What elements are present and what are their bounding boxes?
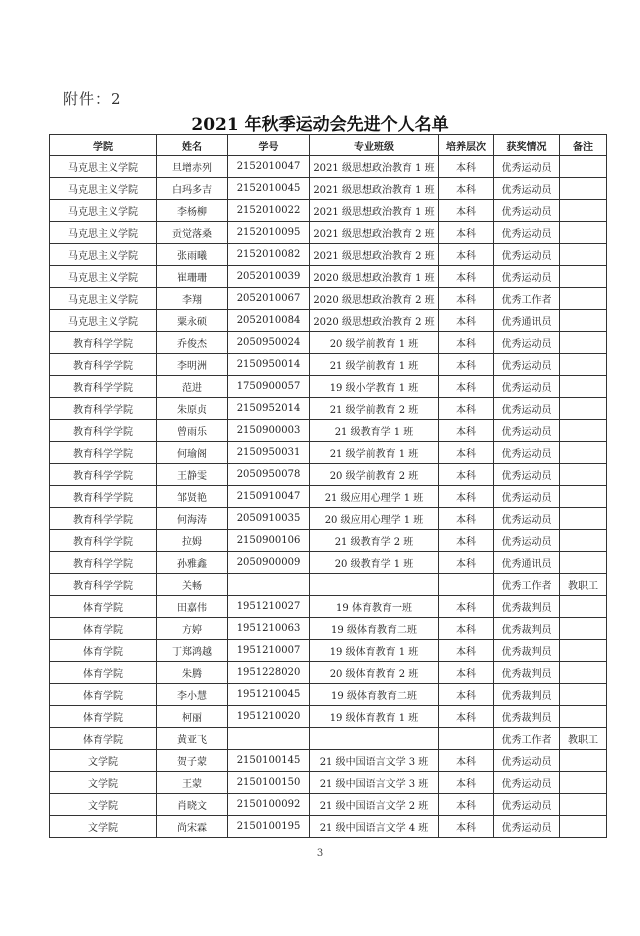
- student-id-cell: 2050900009: [228, 552, 310, 574]
- name-cell: 黄亚飞: [157, 728, 228, 750]
- column-header: 培养层次: [439, 135, 494, 156]
- college-cell: 教育科学学院: [50, 530, 157, 552]
- college-cell: 教育科学学院: [50, 508, 157, 530]
- name-cell: 李小慧: [157, 684, 228, 706]
- remark-cell: [560, 706, 607, 728]
- level-cell: 本科: [439, 288, 494, 310]
- student-id-cell: 2150950014: [228, 354, 310, 376]
- level-cell: [439, 574, 494, 596]
- level-cell: 本科: [439, 486, 494, 508]
- attachment-label: 附件：2: [63, 90, 122, 108]
- student-id-cell: 1951210027: [228, 596, 310, 618]
- table-row: [50, 442, 607, 464]
- level-cell: 本科: [439, 640, 494, 662]
- document-title: 2021 年秋季运动会先进个人名单: [191, 115, 449, 135]
- college-cell: 教育科学学院: [50, 398, 157, 420]
- name-cell: 李杨柳: [157, 200, 228, 222]
- award-cell: 优秀裁判员: [494, 684, 560, 706]
- remark-cell: [560, 376, 607, 398]
- student-id-cell: 2150100195: [228, 816, 310, 838]
- level-cell: 本科: [439, 244, 494, 266]
- student-id-cell: 2050950024: [228, 332, 310, 354]
- level-cell: 本科: [439, 662, 494, 684]
- award-cell: 优秀通讯员: [494, 552, 560, 574]
- remark-cell: [560, 310, 607, 332]
- class-cell: 2021 级思想政治教育 1 班: [310, 200, 439, 222]
- level-cell: 本科: [439, 442, 494, 464]
- award-cell: 优秀运动员: [494, 354, 560, 376]
- college-cell: 文学院: [50, 772, 157, 794]
- award-cell: 优秀工作者: [494, 728, 560, 750]
- remark-cell: [560, 596, 607, 618]
- student-id-cell: 2150100150: [228, 772, 310, 794]
- class-cell: [310, 574, 439, 596]
- name-cell: 柯丽: [157, 706, 228, 728]
- level-cell: 本科: [439, 618, 494, 640]
- student-id-cell: 2150900003: [228, 420, 310, 442]
- table-body: [50, 156, 607, 838]
- student-id-cell: 2152010047: [228, 156, 310, 178]
- table-row: [50, 178, 607, 200]
- table-row: [50, 794, 607, 816]
- name-cell: 贺子蒙: [157, 750, 228, 772]
- class-cell: 2020 级思想政治教育 2 班: [310, 310, 439, 332]
- level-cell: [439, 728, 494, 750]
- table-row: [50, 288, 607, 310]
- level-cell: 本科: [439, 750, 494, 772]
- award-cell: 优秀运动员: [494, 222, 560, 244]
- award-cell: 优秀裁判员: [494, 706, 560, 728]
- award-cell: 优秀运动员: [494, 420, 560, 442]
- remark-cell: [560, 332, 607, 354]
- award-cell: 优秀工作者: [494, 288, 560, 310]
- class-cell: 19 级小学教育 1 班: [310, 376, 439, 398]
- student-id-cell: 1951210020: [228, 706, 310, 728]
- college-cell: 体育学院: [50, 640, 157, 662]
- remark-cell: [560, 288, 607, 310]
- level-cell: 本科: [439, 332, 494, 354]
- name-cell: 粟永硕: [157, 310, 228, 332]
- remark-cell: [560, 442, 607, 464]
- name-cell: 王静雯: [157, 464, 228, 486]
- award-cell: 优秀运动员: [494, 266, 560, 288]
- student-id-cell: 2150100092: [228, 794, 310, 816]
- award-cell: 优秀裁判员: [494, 596, 560, 618]
- name-cell: 邹贤艳: [157, 486, 228, 508]
- class-cell: 21 级中国语言文学 4 班: [310, 816, 439, 838]
- table-row: [50, 464, 607, 486]
- remark-cell: [560, 772, 607, 794]
- table-row: [50, 156, 607, 178]
- class-cell: 2020 级思想政治教育 2 班: [310, 288, 439, 310]
- table-row: [50, 552, 607, 574]
- award-cell: 优秀运动员: [494, 332, 560, 354]
- student-id-cell: 1951228020: [228, 662, 310, 684]
- name-cell: 尚宋霖: [157, 816, 228, 838]
- class-cell: 2021 级思想政治教育 2 班: [310, 222, 439, 244]
- award-cell: 优秀裁判员: [494, 618, 560, 640]
- college-cell: 马克思主义学院: [50, 178, 157, 200]
- college-cell: 教育科学学院: [50, 376, 157, 398]
- remark-cell: [560, 486, 607, 508]
- college-cell: 教育科学学院: [50, 464, 157, 486]
- name-cell: 肖晓文: [157, 794, 228, 816]
- column-header: 获奖情况: [494, 135, 560, 156]
- level-cell: 本科: [439, 310, 494, 332]
- college-cell: 文学院: [50, 816, 157, 838]
- remark-cell: [560, 530, 607, 552]
- table-row: [50, 376, 607, 398]
- name-cell: 关畅: [157, 574, 228, 596]
- table-row: [50, 596, 607, 618]
- name-cell: 朱原贞: [157, 398, 228, 420]
- column-header: 学号: [228, 135, 310, 156]
- student-id-cell: 1750900057: [228, 376, 310, 398]
- college-cell: 马克思主义学院: [50, 222, 157, 244]
- table-row: [50, 816, 607, 838]
- level-cell: 本科: [439, 816, 494, 838]
- table-row: [50, 750, 607, 772]
- table-row: [50, 420, 607, 442]
- name-cell: 曾雨乐: [157, 420, 228, 442]
- student-id-cell: 2150952014: [228, 398, 310, 420]
- student-id-cell: 2152010045: [228, 178, 310, 200]
- table-row: [50, 706, 607, 728]
- remark-cell: [560, 200, 607, 222]
- awards-table: [49, 134, 607, 838]
- table-row: [50, 200, 607, 222]
- table-row: [50, 618, 607, 640]
- student-id-cell: 1951210007: [228, 640, 310, 662]
- award-cell: 优秀运动员: [494, 200, 560, 222]
- name-cell: 范进: [157, 376, 228, 398]
- college-cell: 体育学院: [50, 662, 157, 684]
- remark-cell: [560, 684, 607, 706]
- class-cell: 2021 级思想政治教育 2 班: [310, 244, 439, 266]
- name-cell: 白玛多吉: [157, 178, 228, 200]
- class-cell: 21 级学前教育 1 班: [310, 442, 439, 464]
- column-header: 备注: [560, 135, 607, 156]
- student-id-cell: 2050950078: [228, 464, 310, 486]
- column-header: 学院: [50, 135, 157, 156]
- level-cell: 本科: [439, 464, 494, 486]
- class-cell: 2021 级思想政治教育 1 班: [310, 178, 439, 200]
- table-row: [50, 266, 607, 288]
- class-cell: 21 级应用心理学 1 班: [310, 486, 439, 508]
- class-cell: 20 级体育教育 2 班: [310, 662, 439, 684]
- student-id-cell: 1951210063: [228, 618, 310, 640]
- college-cell: 马克思主义学院: [50, 200, 157, 222]
- name-cell: 何瑜阁: [157, 442, 228, 464]
- award-cell: 优秀运动员: [494, 156, 560, 178]
- student-id-cell: 2152010082: [228, 244, 310, 266]
- college-cell: 教育科学学院: [50, 574, 157, 596]
- student-id-cell: 2152010022: [228, 200, 310, 222]
- class-cell: 19 级体育教育 1 班: [310, 640, 439, 662]
- page-number: 3: [316, 848, 324, 859]
- remark-cell: [560, 244, 607, 266]
- column-header: 专业班级: [310, 135, 439, 156]
- name-cell: 丁郑鸿越: [157, 640, 228, 662]
- column-header: 姓名: [157, 135, 228, 156]
- level-cell: 本科: [439, 178, 494, 200]
- level-cell: 本科: [439, 222, 494, 244]
- college-cell: 马克思主义学院: [50, 244, 157, 266]
- remark-cell: [560, 662, 607, 684]
- remark-cell: [560, 156, 607, 178]
- table-row: [50, 728, 607, 750]
- level-cell: 本科: [439, 200, 494, 222]
- name-cell: 孙雅鑫: [157, 552, 228, 574]
- name-cell: 何海涛: [157, 508, 228, 530]
- college-cell: 教育科学学院: [50, 354, 157, 376]
- student-id-cell: [228, 574, 310, 596]
- college-cell: 体育学院: [50, 618, 157, 640]
- class-cell: 21 级中国语言文学 3 班: [310, 750, 439, 772]
- table-row: [50, 332, 607, 354]
- remark-cell: [560, 618, 607, 640]
- remark-cell: [560, 178, 607, 200]
- college-cell: 教育科学学院: [50, 552, 157, 574]
- award-cell: 优秀运动员: [494, 508, 560, 530]
- name-cell: 李翔: [157, 288, 228, 310]
- level-cell: 本科: [439, 684, 494, 706]
- table-row: [50, 574, 607, 596]
- award-cell: 优秀运动员: [494, 398, 560, 420]
- level-cell: 本科: [439, 772, 494, 794]
- level-cell: 本科: [439, 552, 494, 574]
- college-cell: 体育学院: [50, 728, 157, 750]
- class-cell: 21 级学前教育 2 班: [310, 398, 439, 420]
- class-cell: 19 级体育教育二班: [310, 618, 439, 640]
- class-cell: 21 级教育学 1 班: [310, 420, 439, 442]
- level-cell: 本科: [439, 530, 494, 552]
- class-cell: 2020 级思想政治教育 1 班: [310, 266, 439, 288]
- level-cell: 本科: [439, 266, 494, 288]
- name-cell: 李明洲: [157, 354, 228, 376]
- level-cell: 本科: [439, 156, 494, 178]
- remark-cell: [560, 464, 607, 486]
- student-id-cell: 2150100145: [228, 750, 310, 772]
- remark-cell: [560, 222, 607, 244]
- remark-cell: [560, 794, 607, 816]
- level-cell: 本科: [439, 794, 494, 816]
- table-header-row: [50, 135, 607, 156]
- remark-cell: [560, 398, 607, 420]
- remark-cell: [560, 552, 607, 574]
- student-id-cell: 2050910035: [228, 508, 310, 530]
- award-cell: 优秀运动员: [494, 772, 560, 794]
- name-cell: 贡觉落桑: [157, 222, 228, 244]
- remark-cell: [560, 640, 607, 662]
- college-cell: 马克思主义学院: [50, 266, 157, 288]
- class-cell: 21 级中国语言文学 3 班: [310, 772, 439, 794]
- name-cell: 田嘉伟: [157, 596, 228, 618]
- remark-cell: 教职工: [560, 728, 607, 750]
- college-cell: 马克思主义学院: [50, 310, 157, 332]
- award-cell: 优秀运动员: [494, 486, 560, 508]
- college-cell: 文学院: [50, 794, 157, 816]
- college-cell: 体育学院: [50, 684, 157, 706]
- class-cell: 20 级学前教育 2 班: [310, 464, 439, 486]
- award-cell: 优秀运动员: [494, 464, 560, 486]
- table-row: [50, 772, 607, 794]
- name-cell: 方婷: [157, 618, 228, 640]
- remark-cell: [560, 816, 607, 838]
- college-cell: 文学院: [50, 750, 157, 772]
- table-row: [50, 508, 607, 530]
- college-cell: 教育科学学院: [50, 420, 157, 442]
- name-cell: 拉姆: [157, 530, 228, 552]
- college-cell: 教育科学学院: [50, 332, 157, 354]
- table-row: [50, 310, 607, 332]
- college-cell: 马克思主义学院: [50, 288, 157, 310]
- student-id-cell: 2150950031: [228, 442, 310, 464]
- award-cell: 优秀通讯员: [494, 310, 560, 332]
- table-row: [50, 354, 607, 376]
- class-cell: 20 级教育学 1 班: [310, 552, 439, 574]
- award-cell: 优秀工作者: [494, 574, 560, 596]
- name-cell: 旦增赤列: [157, 156, 228, 178]
- table-row: [50, 222, 607, 244]
- award-cell: 优秀运动员: [494, 376, 560, 398]
- award-cell: 优秀运动员: [494, 530, 560, 552]
- table-row: [50, 640, 607, 662]
- class-cell: 19 级体育教育 1 班: [310, 706, 439, 728]
- level-cell: 本科: [439, 420, 494, 442]
- student-id-cell: 2052010067: [228, 288, 310, 310]
- class-cell: 19 体育教育一班: [310, 596, 439, 618]
- level-cell: 本科: [439, 706, 494, 728]
- remark-cell: [560, 266, 607, 288]
- name-cell: 乔俊杰: [157, 332, 228, 354]
- table-row: [50, 530, 607, 552]
- level-cell: 本科: [439, 354, 494, 376]
- name-cell: 崔珊珊: [157, 266, 228, 288]
- student-id-cell: 2150910047: [228, 486, 310, 508]
- award-cell: 优秀运动员: [494, 816, 560, 838]
- table-row: [50, 486, 607, 508]
- class-cell: 2021 级思想政治教育 1 班: [310, 156, 439, 178]
- class-cell: [310, 728, 439, 750]
- table-row: [50, 684, 607, 706]
- award-cell: 优秀裁判员: [494, 640, 560, 662]
- table-row: [50, 244, 607, 266]
- class-cell: 21 级教育学 2 班: [310, 530, 439, 552]
- level-cell: 本科: [439, 596, 494, 618]
- class-cell: 21 级学前教育 1 班: [310, 354, 439, 376]
- student-id-cell: [228, 728, 310, 750]
- remark-cell: [560, 508, 607, 530]
- award-cell: 优秀运动员: [494, 178, 560, 200]
- remark-cell: 教职工: [560, 574, 607, 596]
- award-cell: 优秀运动员: [494, 442, 560, 464]
- student-id-cell: 2052010084: [228, 310, 310, 332]
- college-cell: 体育学院: [50, 596, 157, 618]
- level-cell: 本科: [439, 376, 494, 398]
- award-cell: 优秀裁判员: [494, 662, 560, 684]
- student-id-cell: 1951210045: [228, 684, 310, 706]
- class-cell: 21 级中国语言文学 2 班: [310, 794, 439, 816]
- remark-cell: [560, 750, 607, 772]
- name-cell: 张雨曦: [157, 244, 228, 266]
- remark-cell: [560, 420, 607, 442]
- name-cell: 王蒙: [157, 772, 228, 794]
- class-cell: 20 级学前教育 1 班: [310, 332, 439, 354]
- student-id-cell: 2152010095: [228, 222, 310, 244]
- table-row: [50, 662, 607, 684]
- award-cell: 优秀运动员: [494, 794, 560, 816]
- level-cell: 本科: [439, 398, 494, 420]
- class-cell: 19 级体育教育二班: [310, 684, 439, 706]
- table-row: [50, 398, 607, 420]
- level-cell: 本科: [439, 508, 494, 530]
- remark-cell: [560, 354, 607, 376]
- award-cell: 优秀运动员: [494, 750, 560, 772]
- student-id-cell: 2052010039: [228, 266, 310, 288]
- college-cell: 马克思主义学院: [50, 156, 157, 178]
- student-id-cell: 2150900106: [228, 530, 310, 552]
- name-cell: 朱腾: [157, 662, 228, 684]
- class-cell: 20 级应用心理学 1 班: [310, 508, 439, 530]
- award-cell: 优秀运动员: [494, 244, 560, 266]
- college-cell: 教育科学学院: [50, 486, 157, 508]
- college-cell: 体育学院: [50, 706, 157, 728]
- college-cell: 教育科学学院: [50, 442, 157, 464]
